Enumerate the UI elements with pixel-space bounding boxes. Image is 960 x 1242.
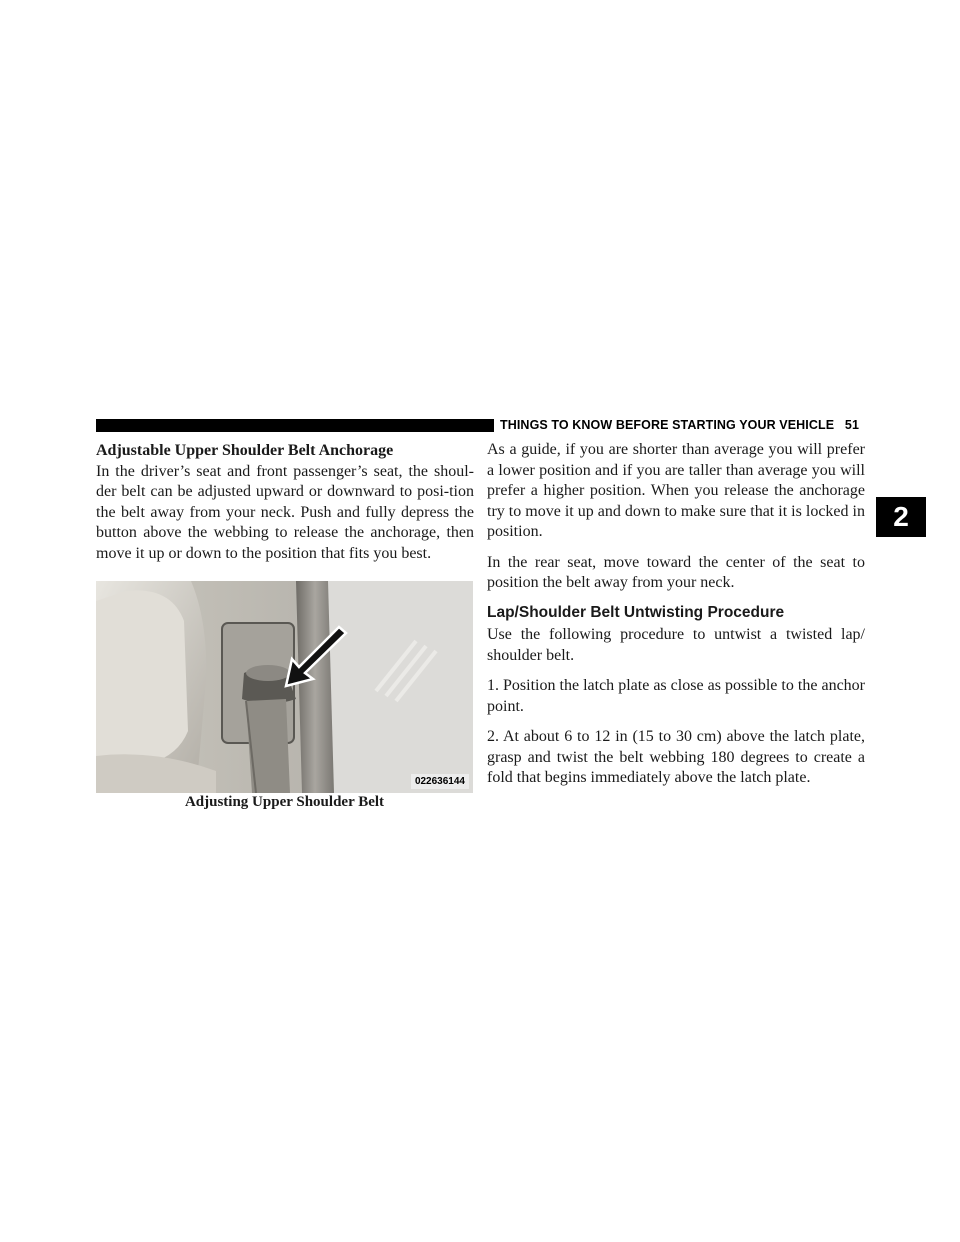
section-heading: Lap/Shoulder Belt Untwisting Procedure bbox=[487, 603, 785, 621]
page-number: 51 bbox=[844, 418, 860, 432]
left-column bbox=[96, 441, 474, 564]
seat-belt-photo bbox=[96, 581, 473, 793]
running-header bbox=[500, 418, 870, 432]
header-title: THINGS TO KNOW BEFORE STARTING YOUR VEHICLE bbox=[500, 418, 835, 432]
step-2: 2. At about 6 to 12 in (15 to 30 cm) above the latch plate, grasp and twist the belt webbing 180 degrees to create a fold that begins immediately above the latch plate. bbox=[487, 728, 865, 786]
step-1: 1. Position the latch plate as close as possible to the anchor point. bbox=[487, 677, 865, 715]
section-heading: Adjustable Upper Shoulder Belt Anchorage bbox=[96, 442, 394, 459]
header-rule bbox=[96, 419, 494, 432]
chapter-tab: 2 bbox=[876, 497, 926, 537]
right-column bbox=[487, 440, 865, 789]
body-paragraph: Use the following procedure to untwist a twisted lap/ shoulder belt. bbox=[487, 626, 865, 664]
body-paragraph: In the rear seat, move toward the center of the seat to position the belt away from your neck. bbox=[487, 553, 865, 591]
body-paragraph: In the driver’s seat and front passenger’s seat, the shoul-der belt can be adjusted upward or downward to posi-tion the belt away from your neck. Push and fully depress the button above the webbing to release the anchorage, then move it up or down to the position that fits you best. bbox=[96, 462, 474, 562]
body-paragraph: As a guide, if you are shorter than average you will prefer a lower position and if you are taller than average you will prefer a higher position. When you release the anchorage try to move it up and down to make sure that it is locked in position. bbox=[487, 441, 865, 540]
figure-code: 022636144 bbox=[411, 774, 469, 789]
figure-caption: Adjusting Upper Shoulder Belt bbox=[184, 794, 385, 810]
seat-belt-figure bbox=[96, 581, 473, 793]
